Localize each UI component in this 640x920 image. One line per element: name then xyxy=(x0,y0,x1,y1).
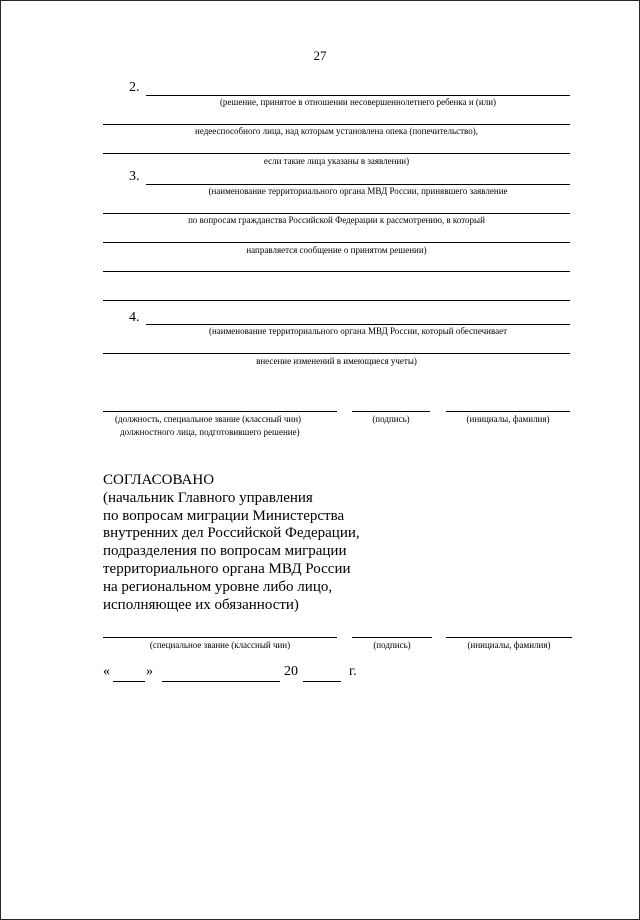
position-label-1: (должность, специальное звание (классный чин) xyxy=(115,414,302,424)
item-4-number: 4. xyxy=(129,310,140,325)
agreed-line: внутренних дел Российской Федерации, xyxy=(103,525,360,542)
item-3-number: 3. xyxy=(129,169,140,184)
item-2-number: 2. xyxy=(129,80,140,95)
signature-label: (подпись) xyxy=(372,414,410,424)
year-prefix: 20 xyxy=(284,664,298,679)
item-2-caption-3: если такие лица указаны в заявлении) xyxy=(263,156,410,166)
item-2-field-line-3[interactable] xyxy=(103,153,570,154)
name-field-line[interactable] xyxy=(446,411,570,412)
name-2-label: (инициалы, фамилия) xyxy=(467,640,551,650)
item-3-caption-2: по вопросам гражданства Российской Федерации к рассмотрению, в который xyxy=(188,215,485,225)
signature-2-field-line[interactable] xyxy=(352,637,432,638)
year-field-line[interactable] xyxy=(303,681,341,682)
agreed-line: подразделения по вопросам миграции xyxy=(103,543,347,560)
agreed-line: по вопросам миграции Министерства xyxy=(103,507,345,524)
item-3-caption-1: (наименование территориального органа МВД России, принявшего заявление xyxy=(208,186,508,196)
position-field-line[interactable] xyxy=(103,411,337,412)
month-field-line[interactable] xyxy=(162,681,280,682)
item-3-field-line-3[interactable] xyxy=(103,242,570,243)
rank-field-line[interactable] xyxy=(103,637,337,638)
item-2-caption-1: (решение, принятое в отношении несовершеннолетнего ребенка и (или) xyxy=(219,97,497,107)
item-2-field-line-2[interactable] xyxy=(103,124,570,125)
signature-2-label: (подпись) xyxy=(373,640,411,650)
agreed-line: территориального органа МВД России xyxy=(103,560,351,577)
item-3-field-line-2[interactable] xyxy=(103,213,570,214)
item-4-caption-1: (наименование территориального органа МВД России, который обеспечивает xyxy=(208,326,508,336)
name-2-field-line[interactable] xyxy=(446,637,572,638)
agreed-line: исполняющее их обязанности) xyxy=(103,596,299,613)
agreed-title: СОГЛАСОВАНО xyxy=(103,472,215,488)
agreed-line: (начальник Главного управления xyxy=(103,489,313,506)
date-open-quote: « xyxy=(103,664,110,679)
item-3-caption-3: направляется сообщение о принятом решении) xyxy=(246,245,427,255)
item-2-field-line-1[interactable] xyxy=(146,95,570,96)
signature-field-line[interactable] xyxy=(352,411,430,412)
agreed-block xyxy=(103,472,360,614)
item-4-field-line-1[interactable] xyxy=(146,324,570,325)
position-label-2: должностного лица, подготовившего решение) xyxy=(120,427,300,437)
item-3-field-line-4[interactable] xyxy=(103,271,570,272)
item-3-field-line-1[interactable] xyxy=(146,184,570,185)
rank-label: (специальное звание (классный чин) xyxy=(149,640,291,650)
item-4-field-line-2[interactable] xyxy=(103,353,570,354)
item-4-caption-2: внесение изменений в имеющиеся учеты) xyxy=(256,356,417,366)
year-suffix: г. xyxy=(349,664,357,679)
day-field-line[interactable] xyxy=(113,681,145,682)
item-3-field-line-5[interactable] xyxy=(103,300,570,301)
item-2-caption-2: недееспособного лица, над которым установлена опека (попечительство), xyxy=(195,126,478,136)
date-close-quote: » xyxy=(146,664,153,679)
page-number: 27 xyxy=(313,48,327,63)
agreed-line: на региональном уровне либо лицо, xyxy=(103,578,333,595)
name-label: (инициалы, фамилия) xyxy=(466,414,550,424)
